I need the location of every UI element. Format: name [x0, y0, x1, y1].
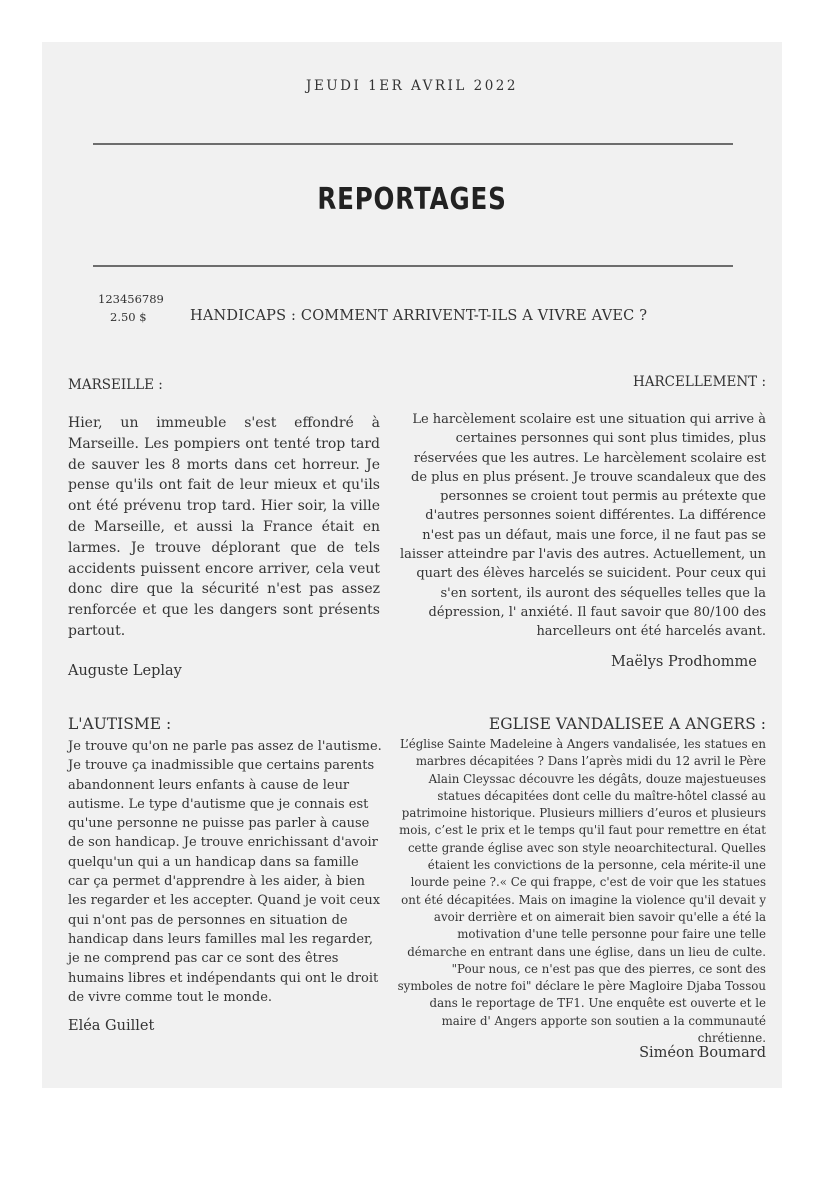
top-divider: [93, 143, 733, 145]
bottom-divider: [93, 265, 733, 267]
issue-price: 2.50 $: [110, 310, 147, 324]
issue-date: JEUDI 1ER AVRIL 2022: [306, 78, 518, 94]
article-author-eglise: Siméon Boumard: [639, 1045, 766, 1061]
main-headline: HANDICAPS : COMMENT ARRIVENT-T-ILS A VIVRE AVEC ?: [190, 308, 648, 324]
article-label-marseille: MARSEILLE :: [68, 377, 163, 393]
article-body-marseille: Hier, un immeuble s'est effondré à Marseille. Les pompiers ont tenté trop tard de sauver les 8 morts dans cet horreur. Je pense qu'ils ont fait de leur mieux et qu'ils ont été prévenu trop tard. Hier soir, la ville de Marseille, et aussi la France était en larmes. Je trouve déplorant que de tels accidents puissent encore arriver, cela veut donc dire que la sécurité n'est pas assez renforcée et que les dangers sont présents partout.: [68, 415, 380, 639]
article-label-eglise: EGLISE VANDALISEE A ANGERS :: [488, 715, 766, 733]
article-author-autisme: Eléa Guillet: [68, 1018, 155, 1034]
article-body-harcelement: Le harcèlement scolaire est une situation qui arrive à certaines personnes qui sont plus timides, plus réservées que les autres. Le harcèlement scolaire est de plus en plus présent. Je trouve scandaleux que des personnes se croient tout permis au prétexte que d'autres personnes soient différentes. La différence n'est pas un défaut, mais une force, il ne faut pas se laisser atteindre par l'avis des autres. Actuellement, un quart des élèves harcelés se suicident. Pour ceux qui s'en sortent, ils auront des séquelles telles que la dépression, l' anxiété. Il faut savoir que 80/100 des harcelleurs ont été harcelés avant.: [399, 412, 766, 640]
article-author-harcelement: Maëlys Prodhomme: [611, 654, 757, 670]
article-author-marseille: Auguste Leplay: [68, 663, 182, 679]
article-label-autisme: L'AUTISME :: [68, 715, 172, 733]
issue-number: 123456789: [98, 292, 164, 306]
page-title: REPORTAGES: [317, 182, 507, 217]
newspaper-page: [42, 42, 782, 1088]
article-body-eglise: L’église Sainte Madeleine à Angers vandalisée, les statues en marbres décapitées ? Dans l’après midi du 12 avril le Père Alain Cleyssac découvre les dégâts, douze majestueuses statues décapitées dont celle du maître-hôtel classé au patrimoine historique. Plusieurs milliers d’euros et plusieurs mois, c’est le prix et le temps qu'il faut pour remettre en état cette grande église avec son style neoarchitectural. Quelles étaient les convictions de la personne, cela mérite-il une lourde peine ?.« Ce qui frappe, c'est de voir que les statues ont été décapitées. Mais on imagine la violence qu'il devait y avoir derrière et on aimerait bien savoir qu'elle a été la motivation d'une telle personne pour faire une telle démarche en entrant dans une église, dans un lieu de culte. "Pour nous, ce n'est pas que des pierres, ce sont des symboles de notre foi" déclare le père Magloire Djaba Tossou dans le reportage de TF1. Une enquête est ouverte et le maire d' Angers apporte son soutien a la communauté chrétienne.: [397, 737, 766, 1046]
article-body-autisme: Je trouve qu'on ne parle pas assez de l'autisme. Je trouve ça inadmissible que certains parents abandonnent leurs enfants à cause de leur autisme. Le type d'autisme que je connais est qu'une personne ne puisse pas parler à cause de son handicap. Je trouve enrichissant d'avoir quelqu'un qui a un handicap dans sa famille car ça permet d'apprendre à les aider, à bien les regarder et les accepter. Quand je voit ceux qui n'ont pas de personnes en situation de handicap dans leurs familles mal les regarder, je ne comprend pas car ce sont des êtres humains libres et indépendants qui ont le droit de vivre comme tout le monde.: [68, 739, 382, 1005]
article-label-harcelement: HARCELLEMENT :: [633, 374, 766, 390]
